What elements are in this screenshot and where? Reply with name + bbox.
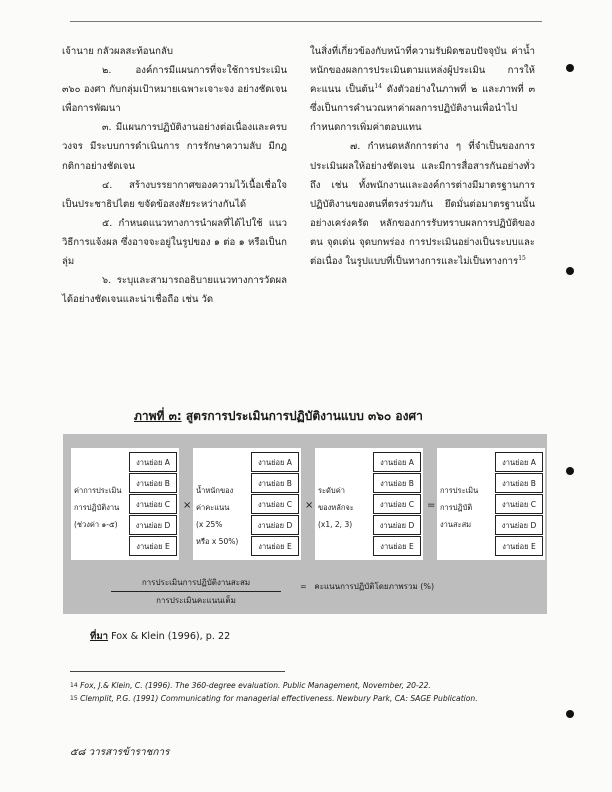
- group-line: ค่าการประเมิน: [74, 486, 122, 495]
- footnote-ref-14: 14: [374, 83, 382, 90]
- score-fraction: [111, 576, 281, 607]
- left-para-5: ๖. ระบุและสามารถอธิบายแนวทางการวัดผลได้อย่างชัดเจนและน่าเชื่อถือ เช่น วัด: [62, 275, 287, 306]
- subtask-item: งานย่อย D: [495, 515, 543, 535]
- right-para-1: [310, 42, 535, 137]
- source-label: ที่มา: [90, 631, 109, 642]
- subtask-item: งานย่อย E: [495, 536, 543, 556]
- left-para-2: ๓. มีแผนการปฏิบัติงานอย่างต่อเนื่องและครบวงจร มีระบบการดำเนินการ การรักษาความลับ มีกฎกติกาอย่างชัดเจน: [62, 122, 287, 172]
- group-line: การปฏิบัติ: [440, 503, 473, 512]
- group-line: (x 25%: [196, 520, 223, 529]
- formula-group-weight: [193, 448, 301, 560]
- subtask-item: งานย่อย D: [251, 515, 299, 535]
- footnotes: [70, 679, 540, 705]
- subtask-item: งานย่อย C: [495, 494, 543, 514]
- subtask-item: งานย่อย B: [495, 473, 543, 493]
- subtask-item: งานย่อย E: [251, 536, 299, 556]
- left-column: [62, 42, 287, 309]
- right-para-2-text: ๗. กำหนดหลักการต่าง ๆ ที่จำเป็นของการประเมินผลให้อย่างชัดเจน และมีการสื่อสารกันอย่างทั่วถึง เช่น ทั้งพนักงานและองค์การต่างมีมาตรฐานการปฏิบัติงานของตนที่ตรงร่วมกัน ยึดมั่นต่อมาตรฐานนั้นอย่างเคร่งครัด หลักของการรับทราบผลการปฏิบัติของตน จุดเด่น จุดบกพร่อง การประเมินอย่างเป็นระบบและต่อเนื่อง ในรูปแบบที่เป็นทางการและไม่เป็นทางการ: [310, 141, 535, 268]
- subtask-item: งานย่อย E: [129, 536, 177, 556]
- group-line: (x1, 2, 3): [318, 520, 353, 529]
- subtask-item: งานย่อย A: [129, 452, 177, 472]
- source-text: Fox & Klein (1996), p. 22: [111, 631, 231, 642]
- subtask-item: งานย่อย A: [251, 452, 299, 472]
- group-label: [196, 482, 251, 550]
- footnote-text: Clemplit, P.G. (1991) Communicating for managerial effectiveness. Newbury Park, CA: SAGE Publication.: [80, 694, 478, 703]
- subtask-list: [373, 452, 421, 557]
- subtask-item: งานย่อย A: [373, 452, 421, 472]
- group-label: [440, 482, 495, 533]
- multiply-sign: ×: [183, 500, 192, 511]
- equals-sign: =: [427, 500, 436, 511]
- subtask-item: งานย่อย E: [373, 536, 421, 556]
- subtask-item: งานย่อย A: [495, 452, 543, 472]
- footnote-ref-15: 15: [518, 254, 526, 262]
- figure-title-text: สูตรการประเมินการปฏิบัติงานแบบ ๓๖๐ องศา: [185, 409, 423, 423]
- punch-hole-mark: [566, 467, 574, 475]
- page-footer: ๕๘ วารสารข้าราชการ: [70, 747, 170, 758]
- group-line: งานสะสม: [440, 520, 472, 529]
- subtask-item: งานย่อย C: [251, 494, 299, 514]
- figure-label: ภาพที่ ๓:: [134, 409, 182, 423]
- subtask-item: งานย่อย B: [129, 473, 177, 493]
- overall-score-result: [300, 580, 434, 593]
- subtask-item: งานย่อย D: [129, 515, 177, 535]
- group-label: [318, 482, 373, 533]
- group-line: การประเมิน: [440, 486, 479, 495]
- formula-group-level: [315, 448, 423, 560]
- formula-group-cumulative: [437, 448, 545, 560]
- right-para-2: [310, 137, 535, 271]
- figure-box: [63, 434, 547, 614]
- subtask-item: งานย่อย B: [251, 473, 299, 493]
- footnote-number: 14: [70, 682, 78, 689]
- subtask-item: งานย่อย D: [373, 515, 421, 535]
- result-text: คะแนนการปฏิบัติโดยภาพรวม (%): [314, 582, 435, 591]
- group-line: หรือ x 50%): [196, 537, 239, 546]
- group-line: การปฏิบัติงาน: [74, 503, 120, 512]
- group-line: (ช่วงค่า ๑-๕): [74, 520, 118, 529]
- punch-hole-mark: [566, 64, 574, 72]
- subtask-item: งานย่อย C: [373, 494, 421, 514]
- subtask-list: [129, 452, 177, 557]
- right-para-1-tail: ดังตัวอย่างในภาพที่ ๒ และภาพที่ ๓ ซึ่งเป็นการคำนวณหาค่าผลการปฏิบัติงานเพื่อนำไปกำหนดการเพิ่มค่าตอบแทน: [310, 84, 536, 134]
- footnote-number: 15: [70, 695, 78, 702]
- footnote-rule: [70, 671, 285, 672]
- figure-title: [134, 407, 423, 426]
- subtask-item: งานย่อย C: [129, 494, 177, 514]
- group-label: [74, 482, 129, 533]
- formula-group-rating: [71, 448, 179, 560]
- left-para-3: ๔. สร้างบรรยากาศของความไว้เนื้อเชื่อใจ เป็นประชาธิปไตย ขจัดข้อสงสัยระหว่างกันได้: [62, 179, 287, 210]
- left-para-4: ๕. กำหนดแนวทางการนำผลที่ได้ไปใช้ แนววิธีการแจ้งผล ซึ่งอาจจะอยู่ในรูปของ ๑ ต่อ ๑ หรือเป็นกลุ่ม: [62, 217, 287, 268]
- group-line: ค่าคะแนน: [196, 503, 230, 512]
- figure-source: [90, 629, 230, 644]
- punch-hole-mark: [566, 710, 574, 718]
- left-para-1: ๒. องค์การมีแผนการที่จะใช้การประเมิน ๓๖๐ องศา กับกลุ่มเป้าหมายเฉพาะเจาะจง อย่างชัดเจน เพื่อการพัฒนา: [62, 65, 287, 115]
- footnote-15: [70, 692, 540, 705]
- subtask-list: [251, 452, 299, 557]
- left-para-0: เจ้านาย กลัวผลสะท้อนกลับ: [62, 46, 173, 57]
- subtask-item: งานย่อย B: [373, 473, 421, 493]
- multiply-sign: ×: [305, 500, 314, 511]
- top-rule: [70, 21, 542, 22]
- group-line: น้ำหนักของ: [196, 486, 234, 495]
- equals-sign: =: [300, 582, 307, 591]
- footnote-14: [70, 679, 540, 692]
- subtask-list: [495, 452, 543, 557]
- punch-hole-mark: [566, 267, 574, 275]
- group-line: ของหลักจะ: [318, 503, 354, 512]
- footnote-text: Fox, J.& Klein, C. (1996). The 360-degree evaluation. Public Management, November, 20-22.: [80, 681, 431, 690]
- right-column: [310, 42, 535, 271]
- right-para-1-text: ในสิ่งที่เกี่ยวข้องกับหน้าที่ความรับผิดชอบปัจจุบัน ค่าน้ำหนักของผลการประเมินตามแหล่งผู้ประเมิน การให้คะแนน เป็นต้น: [310, 46, 535, 96]
- group-line: ระดับค่า: [318, 486, 345, 495]
- fraction-denominator: การประเมินคะแนนเต็ม: [156, 596, 236, 605]
- fraction-numerator: การประเมินการปฏิบัติงานสะสม: [111, 576, 281, 592]
